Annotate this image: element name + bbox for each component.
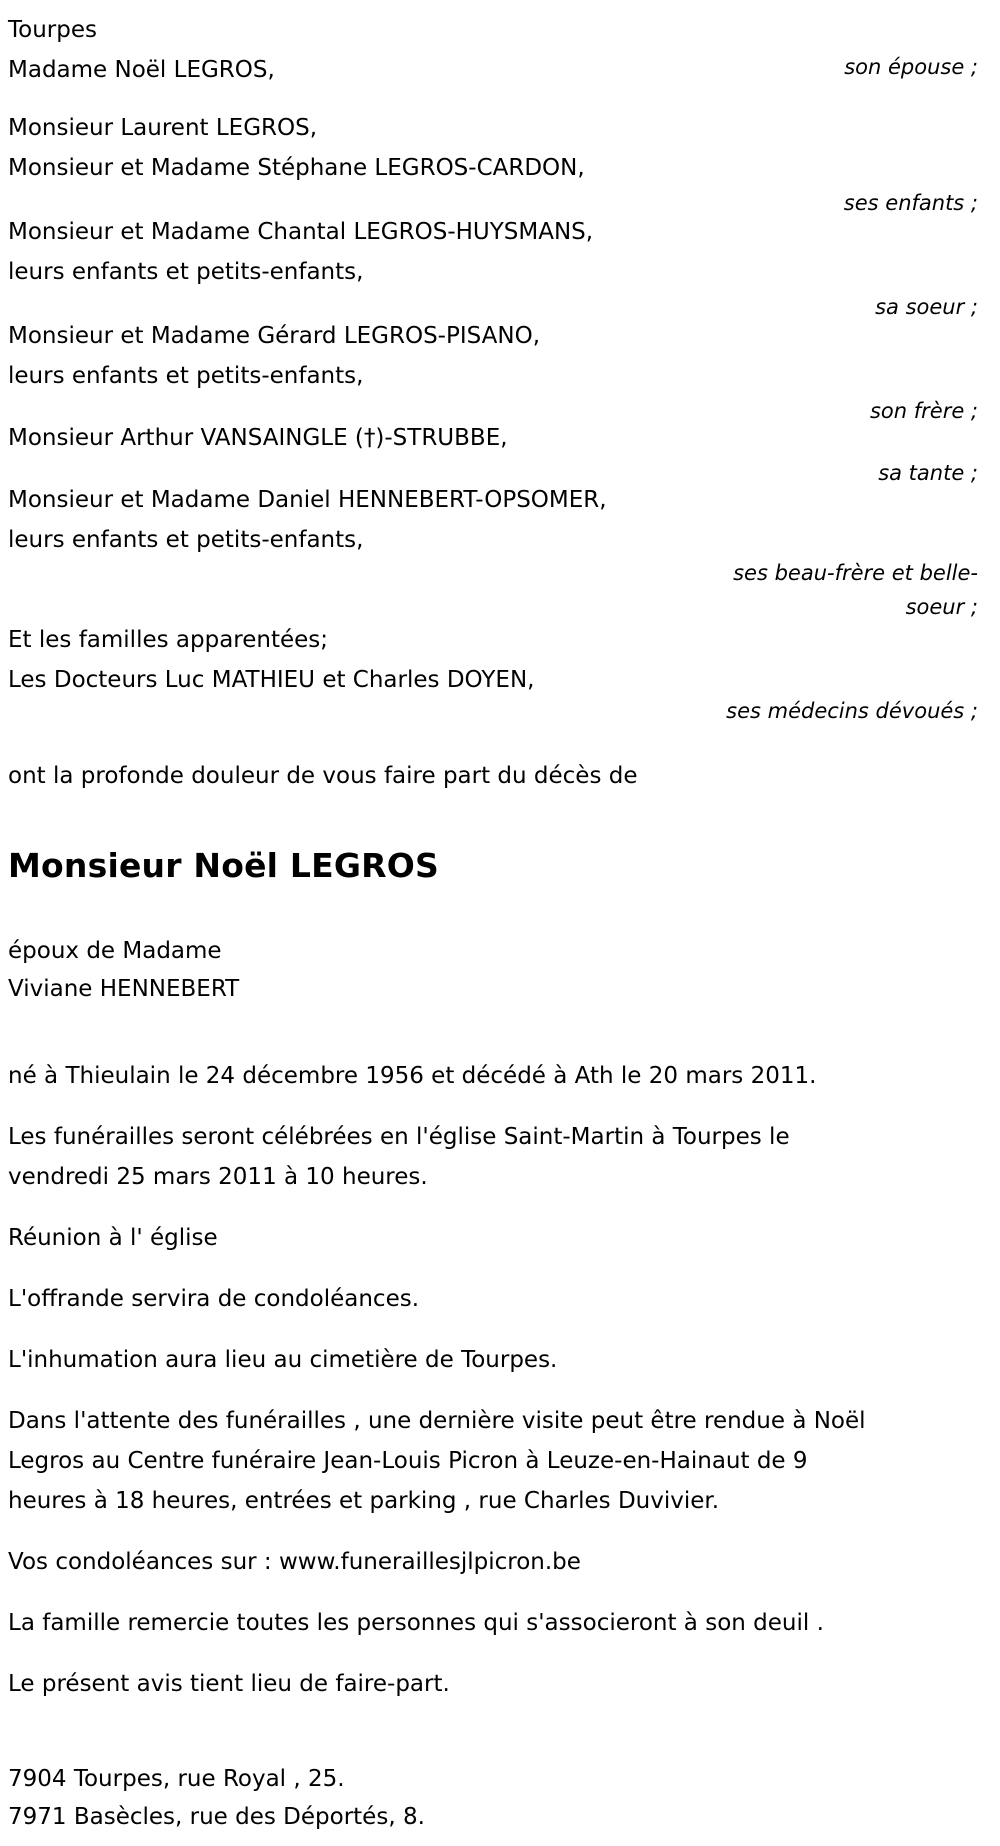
address-line: 7904 Tourpes, rue Royal , 25.: [8, 1766, 345, 1792]
spouse-prefix: époux de Madame: [8, 938, 222, 964]
announcement-group: [8, 316, 978, 423]
announcement-line: Monsieur Laurent LEGROS,: [8, 115, 318, 141]
relationship-label: ses beau-frère et belle-soeur ;: [733, 561, 978, 619]
addresses-block: [8, 1760, 978, 1836]
announcement-line: Les Docteurs Luc MATHIEU et Charles DOYEN,: [8, 667, 535, 693]
announcement-line: Monsieur Arthur VANSAINGLE (†)-STRUBBE,: [8, 425, 508, 451]
thanks-line: La famille remercie toutes les personnes qui s'associeront à son deuil .: [8, 1610, 824, 1636]
announcement-section: [8, 10, 978, 723]
burial-line: L'inhumation aura lieu au cimetière de Tourpes.: [8, 1347, 558, 1373]
announcement-group: [8, 480, 978, 619]
announcement-group: [8, 620, 978, 723]
offering-line: L'offrande servira de condoléances.: [8, 1286, 420, 1312]
deceased-name: Monsieur Noël LEGROS: [8, 846, 439, 885]
announcement-line: Et les familles apparentées;: [8, 627, 329, 653]
announcement-group: [8, 418, 978, 485]
faire-part-lead-in: ont la profonde douleur de vous faire part du décès de: [8, 763, 638, 789]
notice-line: Le présent avis tient lieu de faire-part.: [8, 1671, 450, 1697]
announcement-group: [8, 212, 978, 319]
announcement-line: leurs enfants et petits-enfants,: [8, 259, 364, 285]
announcement-line: leurs enfants et petits-enfants,: [8, 363, 364, 389]
announcement-line: Monsieur et Madame Daniel HENNEBERT-OPSOMER,: [8, 487, 607, 513]
condolences-url-line: Vos condoléances sur : www.funeraillesjlpicron.be: [8, 1549, 581, 1575]
birth-death-line: né à Thieulain le 24 décembre 1956 et décédé à Ath le 20 mars 2011.: [8, 1063, 817, 1089]
gathering-line: Réunion à l' église: [8, 1225, 218, 1251]
announcement-line: Madame Noël LEGROS,: [8, 57, 275, 83]
announcement-line: Tourpes: [8, 17, 97, 43]
relationship-label: son épouse ;: [844, 55, 978, 79]
address-line: 7971 Basècles, rue des Déportés, 8.: [8, 1804, 425, 1830]
relationship-label: sa tante ;: [878, 461, 978, 485]
spouse-name: Viviane HENNEBERT: [8, 976, 240, 1002]
announcement-group: [8, 108, 978, 215]
relationship-label: son frère ;: [869, 399, 978, 423]
announcement-line: Monsieur et Madame Chantal LEGROS-HUYSMANS,: [8, 219, 594, 245]
relationship-label: sa soeur ;: [875, 295, 978, 319]
relationship-label: ses médecins dévoués ;: [726, 699, 978, 723]
announcement-line: leurs enfants et petits-enfants,: [8, 527, 364, 553]
spouse-block: [8, 932, 978, 1008]
announcement-group: [8, 10, 978, 90]
announcement-line: Monsieur et Madame Gérard LEGROS-PISANO,: [8, 323, 541, 349]
announcement-line: Monsieur et Madame Stéphane LEGROS-CARDON,: [8, 155, 585, 181]
relationship-label: ses enfants ;: [843, 191, 978, 215]
visitation-line: Dans l'attente des funérailles , une dernière visite peut être rendue à Noël Legros au Centre funéraire Jean-Louis Picron à Leuze-en-Hainaut de 9 heures à 18 heures, entrées et parking , rue Charles Duvivier.: [8, 1408, 866, 1514]
funeral-service-line: Les funérailles seront célébrées en l'église Saint-Martin à Tourpes le vendredi 25 mars 2011 à 10 heures.: [8, 1124, 790, 1190]
